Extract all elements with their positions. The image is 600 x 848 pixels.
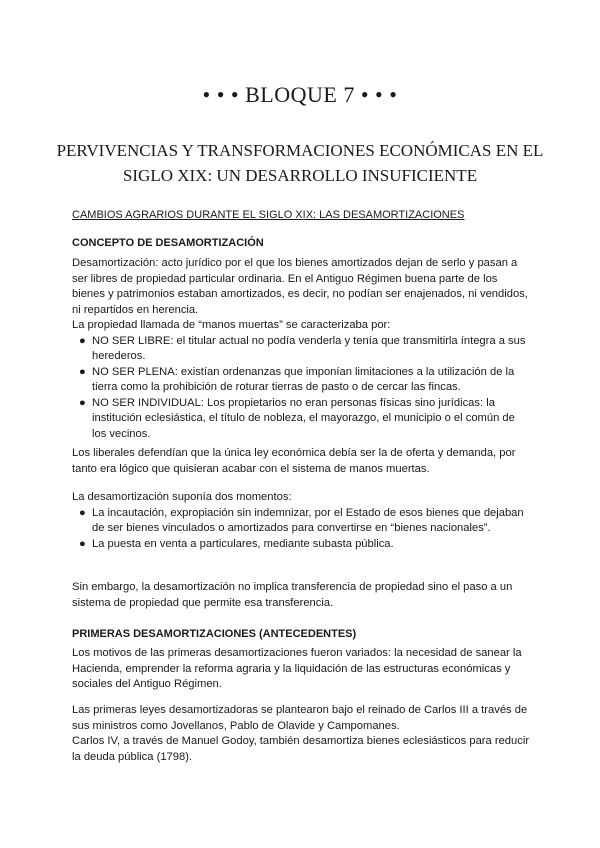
liberals-paragraph: Los liberales defendían que la única ley económica debía ser la de oferta y demanda, por tanto era lógico que quisieran acabar con el sistema de manos muertas. bbox=[72, 447, 516, 475]
bullet-icon: ● bbox=[79, 506, 86, 519]
list-item: ● NO SER PLENA: existían ordenanzas que imponían limitaciones a la utilización de la tierra como la prohibición de roturar tierras de pasto o de cercar las fincas. bbox=[79, 365, 515, 393]
section-title: CAMBIOS AGRARIOS DURANTE EL SIGLO XIX: LAS DESAMORTIZACIONES bbox=[72, 209, 465, 221]
list-item: ● La incautación, expropiación sin indemnizar, por el Estado de esos bienes que dejaban de ser bienes vinculados o amortizados para convertirse en “bienes nacionales”. bbox=[79, 506, 524, 534]
moments-list bbox=[72, 506, 532, 553]
list-item: ● NO SER LIBRE: el titular actual no podía venderla y tenía que transmitirla íntegra a sus herederos. bbox=[79, 334, 526, 362]
list-item: ● La puesta en venta a particulares, mediante subasta pública. bbox=[72, 537, 532, 553]
bullet-icon: ● bbox=[79, 365, 86, 378]
concept-heading: CONCEPTO DE DESAMORTIZACIÓN bbox=[72, 237, 264, 249]
concept-definition: Desamortización: acto jurídico por el que los bienes amortizados dejan de serlo y pasan a ser libres de propiedad particular ordinaria. En el Antiguo Régimen buena parte de los bienes y patrimonios estaban amortizados, es decir, no podían ser enajenados, ni vendidos, ni repartidos en herencia. bbox=[72, 257, 528, 316]
moments-intro: La desamortización suponía dos momentos: bbox=[72, 491, 292, 503]
first-heading: PRIMERAS DESAMORTIZACIONES (ANTECEDENTES) bbox=[72, 628, 357, 640]
page-subtitle: PERVIVENCIAS Y TRANSFORMACIONES ECONÓMICAS EN EL SIGLO XIX: UN DESARROLLO INSUFICIENTE bbox=[56, 141, 544, 185]
page-title: • • • BLOQUE 7 • • • bbox=[202, 82, 398, 107]
list-item: ● NO SER INDIVIDUAL: Los propietarios no eran personas físicas sino jurídicas: la institución eclesiástica, el título de nobleza, el mayorazgo, el municipio o el común de los vecinos. bbox=[79, 396, 515, 440]
bullet-icon: ● bbox=[79, 334, 86, 347]
concept-intro: La propiedad llamada de “manos muertas” se caracterizaba por: bbox=[72, 319, 391, 331]
godoy-paragraph: Carlos IV, a través de Manuel Godoy, también desamortiza bienes eclesiásticos para reducir la deuda pública (1798). bbox=[72, 735, 530, 763]
first-laws-paragraph: Las primeras leyes desamortizadoras se plantearon bajo el reinado de Carlos III a través de sus ministros como Jovellanos, Pablo de Olavide y Campomanes. bbox=[72, 704, 528, 732]
characteristics-list bbox=[72, 334, 532, 443]
conclusion-paragraph: Sin embargo, la desamortización no implica transferencia de propiedad sino el paso a un sistema de propiedad que permite esa transferencia. bbox=[72, 581, 513, 609]
concept-block bbox=[72, 256, 532, 442]
moments-block bbox=[72, 490, 532, 552]
bullet-icon: ● bbox=[79, 396, 86, 409]
first-laws-block bbox=[72, 703, 532, 765]
first-motives-paragraph: Los motivos de las primeras desamortizaciones fueron variados: la necesidad de sanear la Hacienda, emprender la reforma agraria y la liquidación de las estructuras económicas y sociales del Antiguo Régimen. bbox=[72, 647, 522, 690]
bullet-icon: ● bbox=[79, 537, 86, 550]
